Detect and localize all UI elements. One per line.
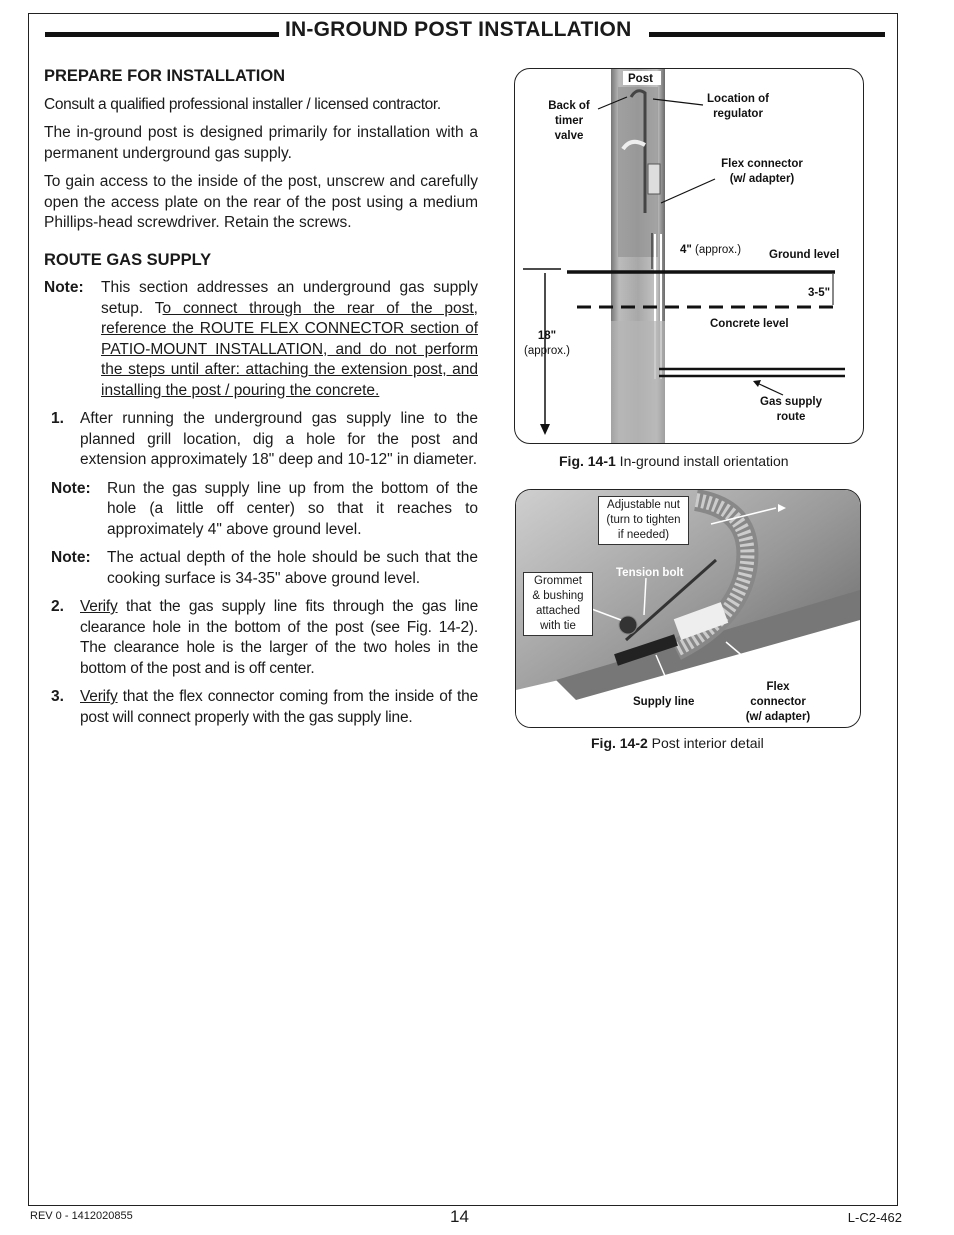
post-photo-illustration (515, 69, 863, 443)
note-1-plain: This section addresses an underground gas supply setup. T (101, 279, 478, 317)
label-line: Grommet (534, 575, 582, 587)
document-code: L-C2-462 (847, 1210, 902, 1225)
step-text (80, 687, 478, 728)
caption-text: Post interior detail (647, 735, 764, 751)
title-bar (45, 16, 885, 52)
step-number: 2. (51, 598, 64, 615)
step-3-rest: that the flex connector coming from the inside of the post will connect properly with the gas supply line. (80, 688, 478, 726)
gas-route-label: Gas supply (760, 396, 822, 408)
adjustable-nut-label (598, 496, 689, 545)
regulator-label: Location of (707, 93, 769, 105)
flex-callout (661, 179, 715, 203)
timer-valve-label: Back of (548, 100, 590, 112)
four-inch-label (680, 244, 741, 256)
label-line: attached (535, 605, 581, 617)
flex-label: (w/ adapter) (745, 711, 811, 723)
step-1 (44, 409, 478, 471)
note-label: Note: (51, 549, 91, 566)
step-text: After running the underground gas supply line to the planned grill location, dig a hole for the post and extension approximately 18" deep and 10-12" in diameter. (80, 410, 478, 468)
timer-valve-label: timer (554, 115, 584, 127)
label-line: Adjustable nut (607, 499, 680, 511)
grommet-label (523, 572, 593, 636)
note-2 (44, 479, 478, 541)
step-3 (44, 687, 478, 728)
caption-number: Fig. 14-2 (591, 735, 648, 751)
step-2 (44, 597, 478, 679)
prepare-paragraph-1: Consult a qualified professional installer / licensed contractor. (44, 95, 441, 113)
note-1-underlined: o connect through the rear of the post, reference the ROUTE FLEX CONNECTOR section of PATIO-MOUNT INSTALLATION, and do not perform the steps until after: attaching the extension post, and installing the post / pouring the concrete. (101, 299, 478, 399)
note-text: The actual depth of the hole should be such that the cooking surface is 34-35" above ground level. (107, 549, 478, 587)
note-label: Note: (51, 479, 91, 497)
flex-label: connector (750, 696, 806, 708)
supply-line-label: Supply line (633, 696, 695, 708)
step-number: 3. (51, 688, 64, 705)
figure-1-caption (559, 453, 789, 469)
figure-in-ground-orientation (514, 68, 864, 444)
flex-label: Flex (766, 681, 790, 693)
note-1 (44, 278, 478, 401)
step-text (80, 597, 478, 679)
label-line: with tie (540, 620, 576, 632)
gas-route-label: route (776, 411, 806, 423)
note-label: Note: (44, 279, 84, 296)
depth-label: 18" (537, 330, 557, 342)
gas-route-arrowhead (753, 380, 761, 387)
ground-level-label: Ground level (769, 249, 840, 261)
verify-word: Verify (80, 598, 118, 615)
grommet-shape (619, 616, 637, 634)
label-line: if needed) (617, 529, 670, 541)
concrete-level-label: Concrete level (710, 318, 789, 330)
left-column (44, 66, 478, 736)
figure-post-interior (515, 489, 861, 728)
title-rule-left (45, 32, 279, 37)
four-inch-approx: (approx.) (691, 244, 742, 256)
flex-connector-label: (w/ adapter) (729, 173, 795, 185)
post-extension (611, 321, 665, 443)
page-number: 14 (450, 1207, 469, 1226)
step-number: 1. (51, 410, 64, 427)
post-label: Post (628, 73, 653, 85)
note-3 (44, 548, 478, 589)
title-rule-right (649, 32, 885, 37)
step-2-rest: that the gas supply line fits through the gas line clearance hole in the bottom of the post (see Fig. 14-2). The clearance hole is the larger of the two holes in the bottom of the post and is off center. (80, 598, 478, 677)
figure-2-caption (591, 735, 764, 751)
prepare-heading: PREPARE FOR INSTALLATION (44, 67, 286, 85)
label-line: (turn to tighten (606, 514, 681, 526)
timer-valve-label: valve (554, 130, 584, 142)
flex-connector-label: Flex connector (721, 158, 803, 170)
route-heading: ROUTE GAS SUPPLY (44, 250, 212, 269)
caption-text: In-ground install orientation (615, 453, 789, 469)
regulator-label: regulator (713, 108, 763, 120)
regulator-shape (648, 164, 660, 194)
caption-number: Fig. 14-1 (559, 453, 616, 469)
page-title: IN-GROUND POST INSTALLATION (285, 18, 632, 41)
verify-word: Verify (80, 688, 118, 705)
depth-label: (approx.) (523, 345, 571, 357)
depth-arrow-head (540, 424, 550, 435)
three-five-label: 3-5" (808, 287, 831, 299)
note-text (101, 278, 478, 401)
prepare-paragraph-2: The in-ground post is designed primarily for installation with a permanent underground gas supply. (44, 124, 478, 162)
note-text: Run the gas supply line up from the bottom of the hole (a little off center) so that it reaches to approximately 4" above ground level. (107, 479, 478, 538)
four-inch-bold: 4" (680, 244, 692, 256)
tension-bolt-label: Tension bolt (616, 567, 684, 579)
label-line: & bushing (532, 590, 584, 602)
revision-code: REV 0 - 1412020855 (30, 1210, 133, 1222)
gas-route-callout (757, 383, 783, 395)
prepare-paragraph-3: To gain access to the inside of the post, unscrew and carefully open the access plate on the rear of the post using a medium Phillips-head screwdriver. Retain the screws. (44, 173, 478, 231)
